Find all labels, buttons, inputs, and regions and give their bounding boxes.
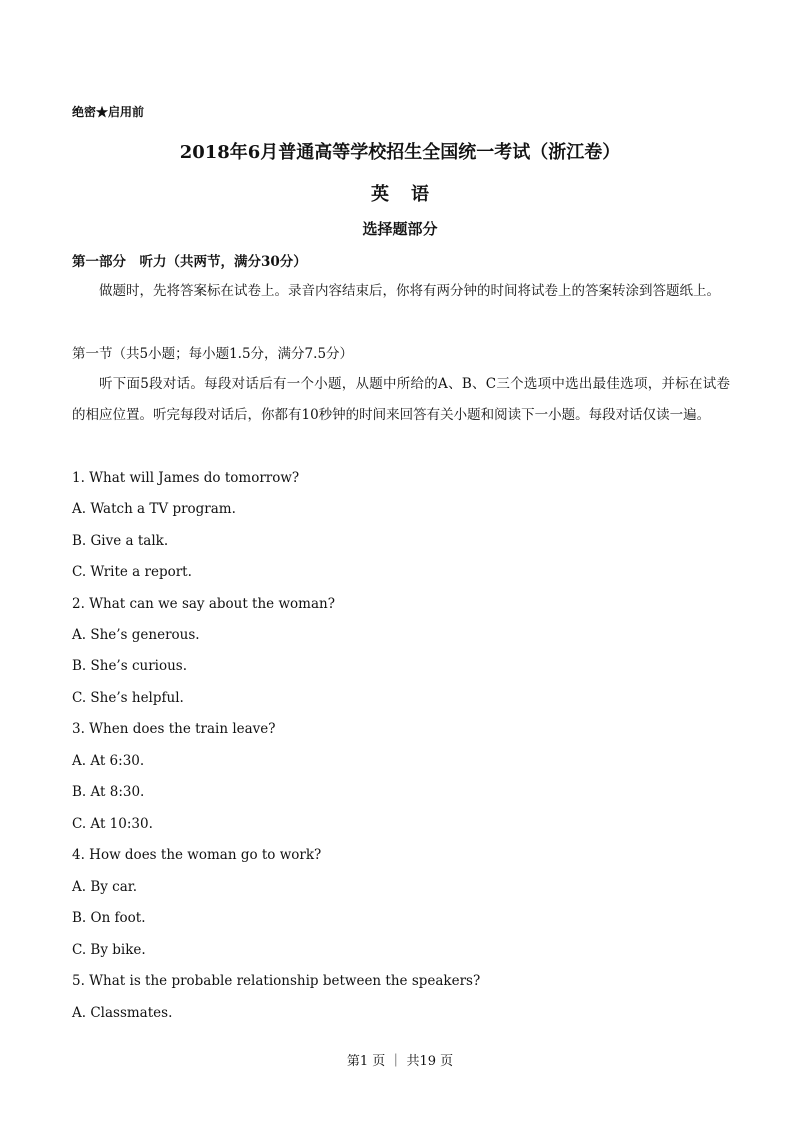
question-1-option-b: B. Give a talk. [72, 533, 169, 549]
question-2-option-b: B. She’s curious. [72, 658, 188, 674]
question-2-option-a: A. She’s generous. [72, 627, 200, 643]
question-4-option-c: C. By bike. [72, 942, 146, 958]
listening-heading: 第一部分 听力（共两节，满分30分） [72, 254, 307, 270]
question-3: 3. When does the train leave? [72, 721, 276, 737]
question-5-option-a: A. Classmates. [72, 1005, 173, 1021]
question-3-option-a: A. At 6:30. [72, 753, 145, 769]
question-4-option-b: B. On foot. [72, 910, 146, 926]
secret-label: 绝密★启用前 [72, 105, 145, 119]
listening-instruction: 做题时，先将答案标在试卷上。录音内容结束后，你将有两分钟的时间将试卷上的答案转涂到答题纸上。 [99, 283, 720, 299]
page-footer: 第1 页 ｜ 共19 页 [346, 1054, 454, 1069]
question-3-option-c: C. At 10:30. [72, 816, 153, 832]
question-3-option-b: B. At 8:30. [72, 784, 145, 800]
question-1: 1. What will James do tomorrow? [72, 470, 300, 486]
subject-title: 英语 [371, 184, 451, 205]
section1-instruction: 听下面5段对话。每段对话后有一个小题，从题中所给的A、B、C三个选项中选出最佳选项，并标在试卷的相应位置。听完每段对话后，你都有10秒钟的时间来回答有关小题和阅读下一小题。每段对话仅读一遍。 [72, 376, 730, 423]
question-1-option-a: A. Watch a TV program. [72, 501, 236, 517]
part-title: 选择题部分 [362, 220, 438, 238]
section1-heading: 第一节（共5小题；每小题1.5分，满分7.5分） [72, 346, 354, 362]
question-5: 5. What is the probable relationship between the speakers? [72, 973, 481, 989]
question-4-option-a: A. By car. [72, 879, 138, 895]
question-2-option-c: C. She’s helpful. [72, 690, 184, 706]
exam-title: 2018年6月普通高等学校招生全国统一考试（浙江卷） [179, 142, 621, 163]
question-4: 4. How does the woman go to work? [72, 847, 322, 863]
question-2: 2. What can we say about the woman? [72, 596, 335, 612]
question-1-option-c: C. Write a report. [72, 564, 192, 580]
